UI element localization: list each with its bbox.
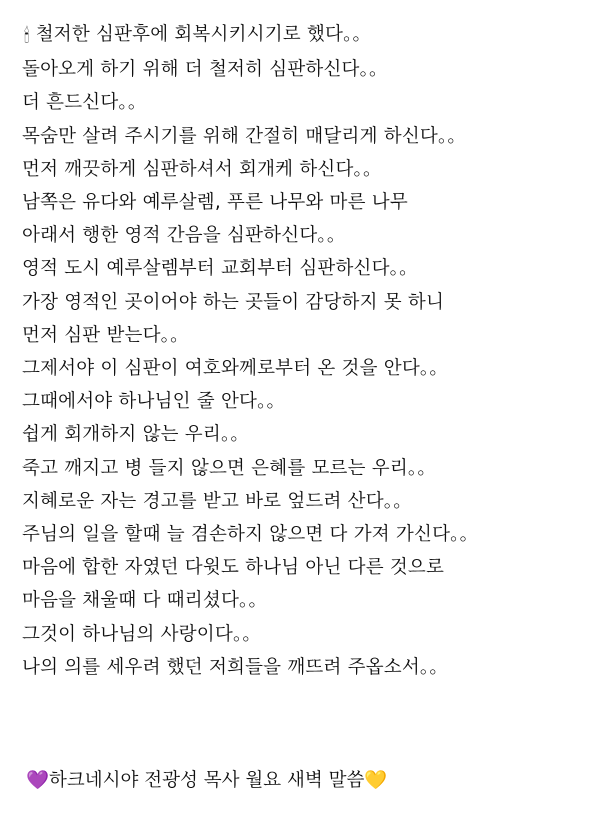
text-line: 그제서야 이 심판이 여호와께로부터 온 것을 안다。。 [22,358,449,380]
text-line: 마음을 채울때 다 때리셨다。。 [22,590,268,612]
text-line [22,18,584,53]
text-line: 돌아오게 하기 위해 더 철저히 심판하신다。。 [22,59,388,81]
text-line: 목숨만 살려 주시기를 위해 간절히 매달리게 하신다。。 [22,125,467,147]
text-line: 더 흔드신다。。 [22,92,147,114]
candle-icon: 🕯 [24,25,30,47]
yellow-heart-icon: 💛 [364,770,388,791]
attribution-footer [26,767,387,795]
text-line: 그때에서야 하나님인 줄 안다。。 [22,391,286,413]
text-line: 먼저 심판 받는다。。 [22,324,189,346]
scripture-text-block [22,18,584,684]
text-line: 나의 의를 세우려 했던 저희들을 깨뜨려 주옵소서。。 [22,656,449,678]
text-line: 영적 도시 예루살렘부터 교회부터 심판하신다。。 [22,258,418,280]
text-line: 주님의 일을 할때 늘 겸손하지 않으면 다 가져 가신다。。 [22,524,479,546]
text-line: 그것이 하나님의 사랑이다。。 [22,623,262,645]
text-line: 아래서 행한 영적 간음을 심판하신다。。 [22,225,346,247]
text-line: 마음에 합한 자였던 다윗도 하나님 아닌 다른 것으로 [22,557,445,579]
text-line: 쉽게 회개하지 않는 우리。。 [22,424,250,446]
attribution-text: 하크네시야 전광성 목사 월요 새벽 말씀 [49,770,365,791]
text-line: 죽고 깨지고 병 들지 않으면 은혜를 모르는 우리。。 [22,457,437,479]
text-line: 지혜로운 자는 경고를 받고 바로 엎드려 산다。。 [22,490,412,512]
text-line: 가장 영적인 곳이어야 하는 곳들이 감당하지 못 하니 [22,291,445,313]
text-line: 남쪽은 유다와 예루살렘, 푸른 나무와 마른 나무 [22,192,408,214]
text-line-content: 철저한 심판후에 회복시키시기로 했다。。 [35,24,372,45]
purple-heart-icon: 💜 [26,770,50,791]
text-line: 먼저 깨끗하게 심판하셔서 회개케 하신다。。 [22,158,382,180]
